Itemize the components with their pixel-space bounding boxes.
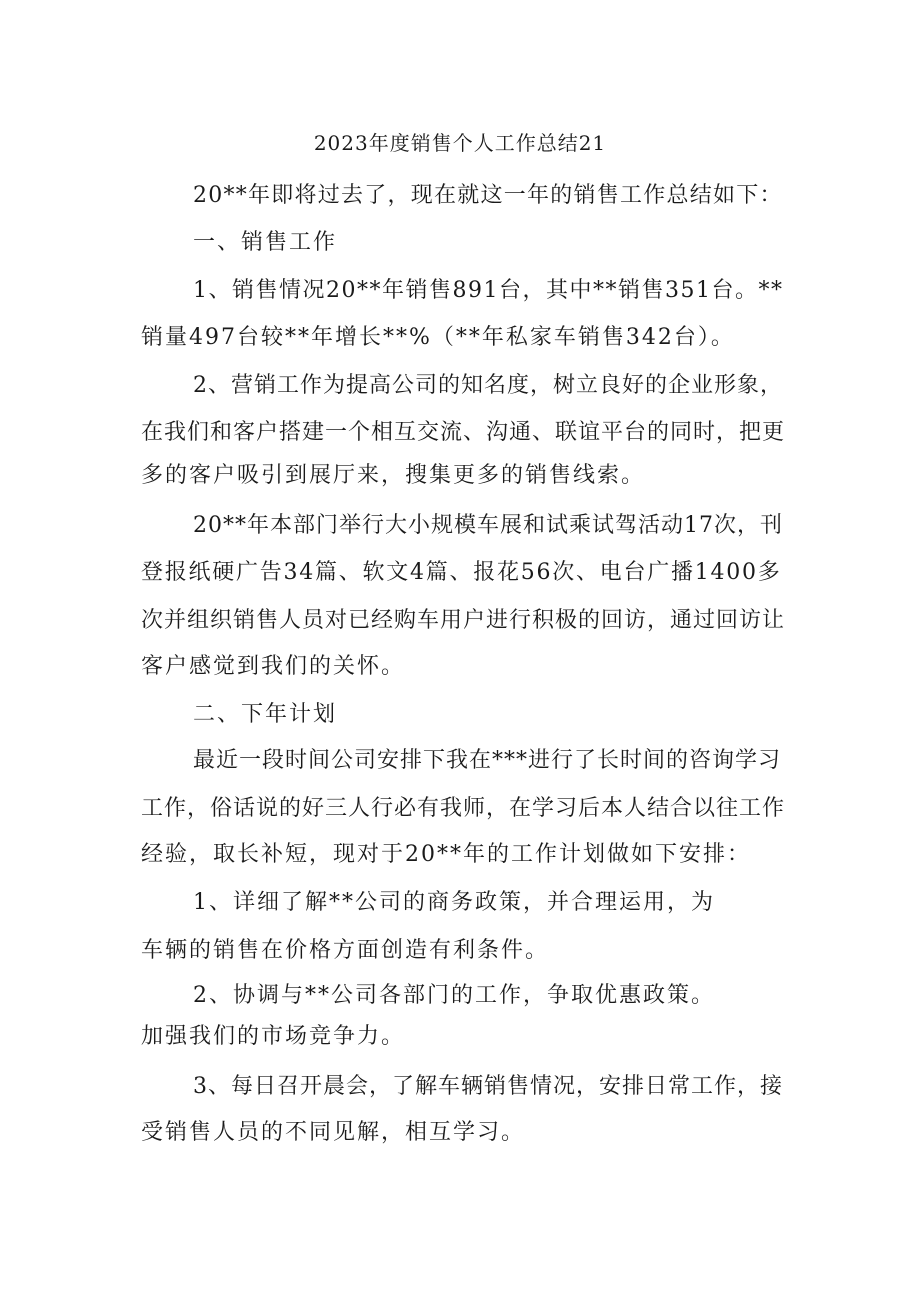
- paragraph-line: 1、详细了解**公司的商务政策，并合理运用，为: [193, 890, 715, 915]
- paragraph-line: 次并组织销售人员对已经购车用户进行积极的回访，通过回访让: [141, 608, 786, 633]
- document-title: 2023年度销售个人工作总结21: [313, 131, 607, 155]
- paragraph-line: 工作，俗话说的好三人行必有我师，在学习后本人结合以往工作: [141, 796, 786, 821]
- paragraph-line: 20**年本部门举行大小规模车展和试乘试驾活动17次，刊: [193, 513, 783, 538]
- paragraph-line: 经验，取长补短，现对于20**年的工作计划做如下安排：: [141, 842, 751, 867]
- section-heading-sales-work: 一、销售工作: [193, 230, 338, 255]
- section-heading-next-year-plan: 二、下年计划: [193, 702, 338, 727]
- paragraph-line: 车辆的销售在价格方面创造有利条件。: [141, 938, 550, 963]
- intro-line: 20**年即将过去了，现在就这一年的销售工作总结如下：: [193, 183, 783, 208]
- paragraph-line: 登报纸硬广告34篇、软文4篇、报花56次、电台广播1400多: [141, 560, 782, 585]
- paragraph-line: 销量497台较**年增长**%（**年私家车销售342台）。: [141, 325, 735, 350]
- paragraph-line: 客户感觉到我们的关怀。: [141, 654, 406, 679]
- paragraph-line: 3、每日召开晨会，了解车辆销售情况，安排日常工作，接: [193, 1074, 783, 1099]
- paragraph-line: 1、销售情况20**年销售891台，其中**销售351台。**: [193, 278, 784, 303]
- paragraph-line: 多的客户吸引到展厅来，搜集更多的销售线索。: [141, 463, 646, 488]
- paragraph-line: 受销售人员的不同见解，相互学习。: [141, 1120, 526, 1145]
- paragraph-line: 2、营销工作为提高公司的知名度，树立良好的企业形象，: [193, 373, 783, 398]
- paragraph-line: 加强我们的市场竞争力。: [141, 1024, 406, 1049]
- paragraph-line: 最近一段时间公司安排下我在***进行了长时间的咨询学习: [193, 748, 782, 773]
- paragraph-line: 2、协调与**公司各部门的工作，争取优惠政策。: [193, 983, 715, 1008]
- paragraph-line: 在我们和客户搭建一个相互交流、沟通、联谊平台的同时，把更: [141, 420, 786, 445]
